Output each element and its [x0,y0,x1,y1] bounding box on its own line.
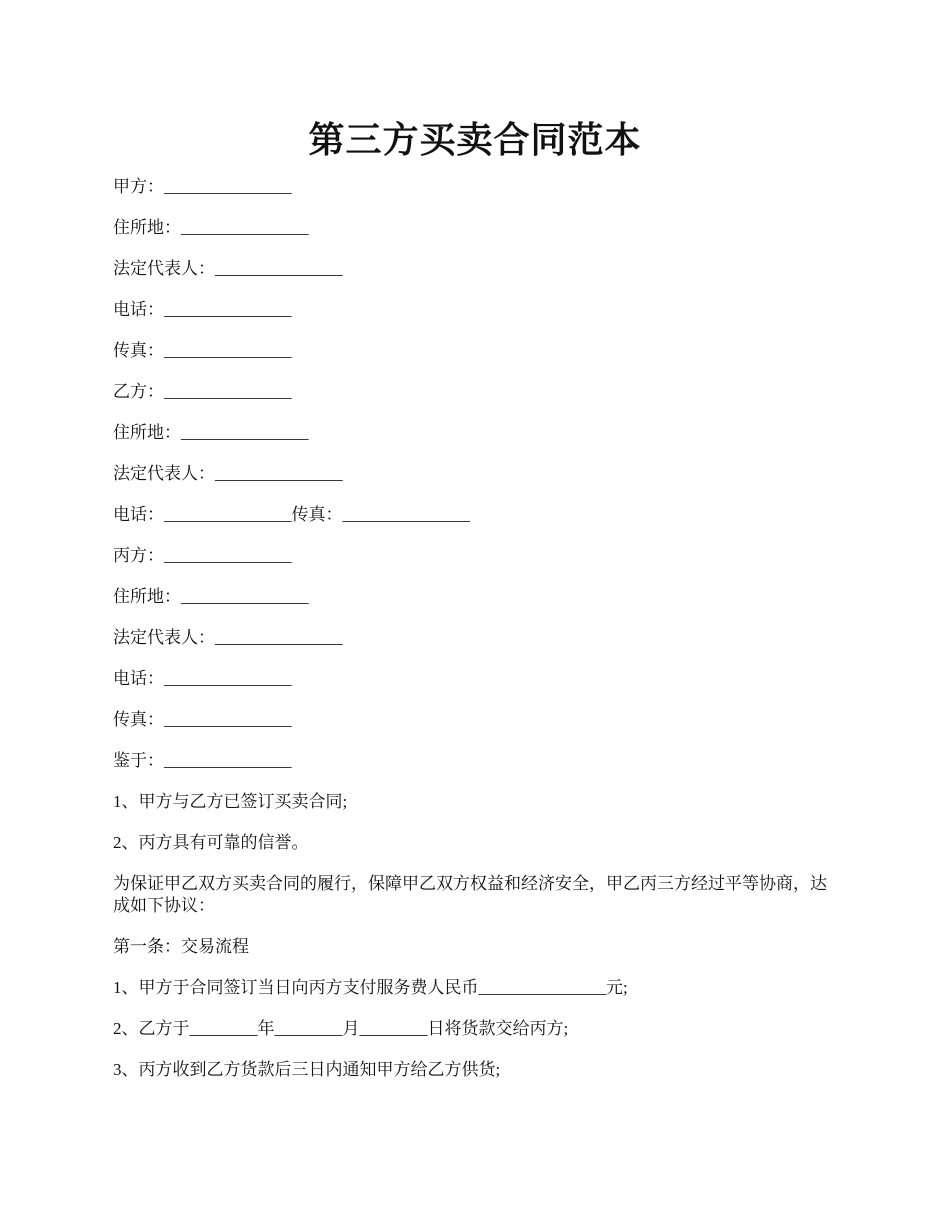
recital-item: 2、丙方具有可靠的信誉。 [113,833,309,852]
party-b-phone-fax-field: 电话：_______________传真：_______________ [113,505,470,524]
article-heading: 第一条：交易流程 [113,937,249,956]
preamble-paragraph: 为保证甲乙双方买卖合同的履行，保障甲乙双方权益和经济安全，甲乙丙三方经过平等协商，达成如下协议： [113,874,827,915]
document-title: 第三方买卖合同范本 [308,119,642,161]
party-a-representative-field: 法定代表人：_______________ [113,259,343,278]
party-c-field: 丙方：_______________ [113,546,292,565]
whereas-field: 鉴于：_______________ [113,751,292,770]
clause-item: 3、丙方收到乙方货款后三日内通知甲方给乙方供货; [113,1060,501,1079]
party-a-phone-field: 电话：_______________ [113,300,292,319]
party-b-address-field: 住所地：_______________ [113,423,309,442]
party-c-fax-field: 传真：_______________ [113,710,292,729]
party-a-fax-field: 传真：_______________ [113,341,292,360]
party-c-phone-field: 电话：_______________ [113,669,292,688]
party-b-field: 乙方：_______________ [113,382,292,401]
clause-item: 2、乙方于________年________月________日将货款交给丙方; [113,1019,569,1038]
document-body [113,176,843,1100]
party-c-representative-field: 法定代表人：_______________ [113,628,343,647]
clause-item: 1、甲方于合同签订当日向丙方支付服务费人民币_______________元; [113,978,628,997]
party-b-representative-field: 法定代表人：_______________ [113,464,343,483]
party-c-address-field: 住所地：_______________ [113,587,309,606]
party-a-field: 甲方：_______________ [113,177,292,196]
recital-item: 1、甲方与乙方已签订买卖合同; [113,792,348,811]
party-a-address-field: 住所地：_______________ [113,218,309,237]
